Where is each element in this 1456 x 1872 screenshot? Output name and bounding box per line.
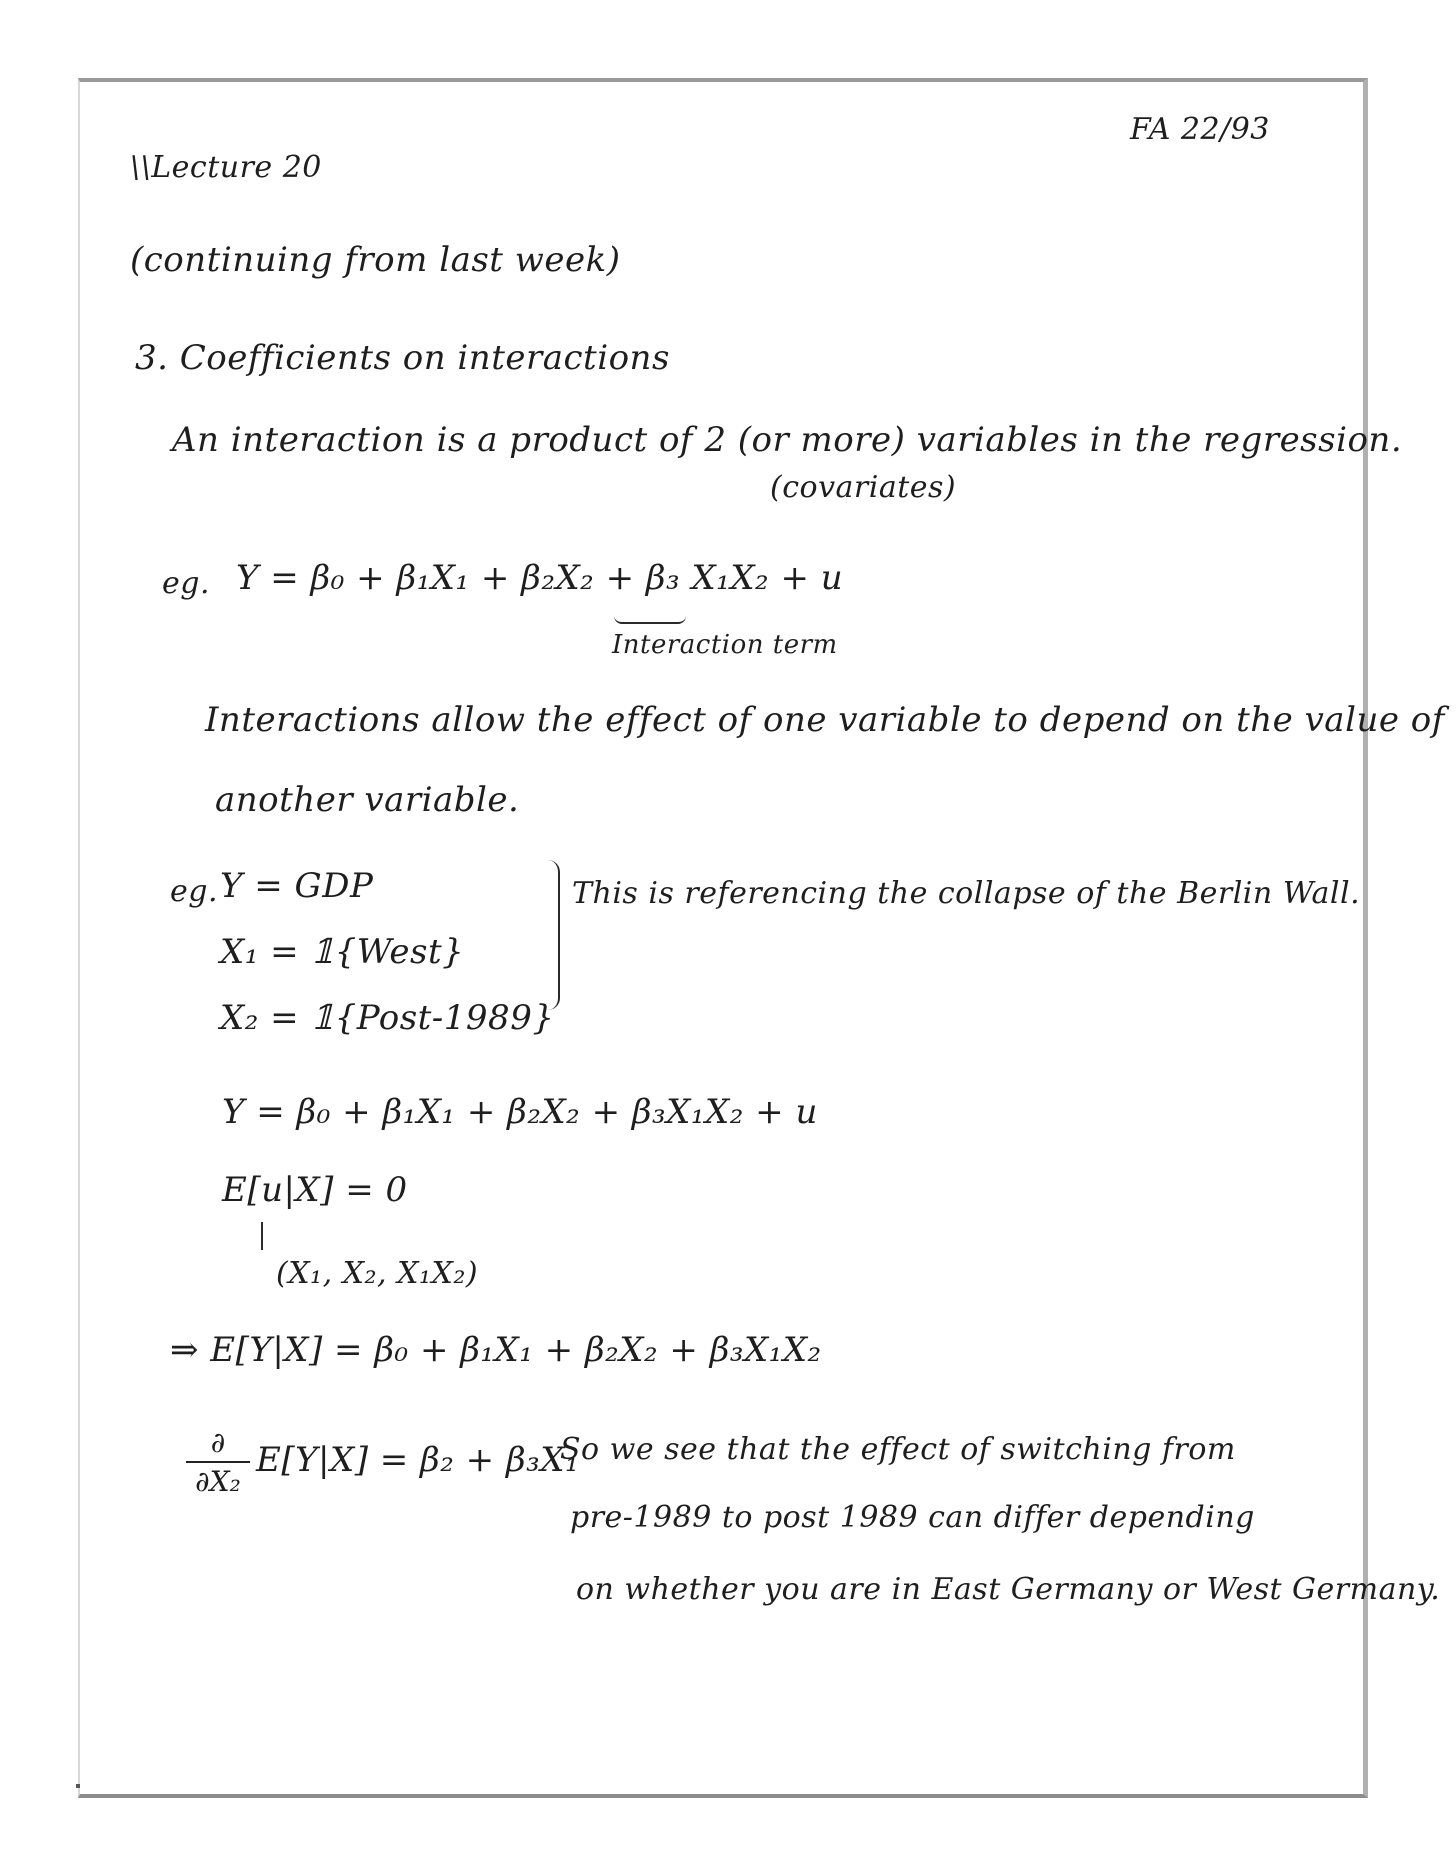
model-equation: Y = β₀ + β₁X₁ + β₂X₂ + β₃X₁X₂ + u: [222, 1092, 818, 1132]
partial-derivative: [186, 1426, 250, 1498]
example2-label: eg.: [170, 874, 218, 909]
interaction-underbrace: [614, 612, 686, 624]
berlin-wall-note: This is referencing the collapse of the Berlin Wall.: [572, 876, 1361, 911]
definition-note: (covariates): [770, 470, 957, 505]
page-reference: FA 22/93: [1130, 112, 1270, 147]
def-x2: X₂ = 𝟙{Post-1989}: [220, 998, 555, 1038]
down-arrow: [261, 1222, 263, 1250]
partial-numerator: ∂: [186, 1426, 250, 1463]
section-heading: 3. Coefficients on interactions: [135, 338, 670, 378]
grouping-brace: [540, 860, 560, 1010]
partial-denominator: ∂X₂: [195, 1465, 241, 1498]
def-y: Y = GDP: [220, 866, 374, 906]
example1-label: eg.: [162, 566, 210, 601]
example1-equation: Y = β₀ + β₁X₁ + β₂X₂ + β₃ X₁X₂ + u: [236, 558, 844, 598]
lecture-heading: \\Lecture 20: [130, 150, 322, 185]
definition-line: An interaction is a product of 2 (or more) variables in the regression.: [172, 420, 1403, 460]
conditional-expectation: ⇒ E[Y|X] = β₀ + β₁X₁ + β₂X₂ + β₃X₁X₂: [170, 1330, 822, 1370]
zero-conditional-mean: E[u|X] = 0: [222, 1170, 408, 1210]
def-x1: X₁ = 𝟙{West}: [220, 932, 465, 972]
scan-mark: [76, 1784, 80, 1788]
conclusion-line3: on whether you are in East Germany or West Germany.: [576, 1572, 1441, 1607]
derivative-result: E[Y|X] = β₂ + β₃X₁: [256, 1440, 580, 1480]
conclusion-line1: So we see that the effect of switching from: [560, 1432, 1236, 1467]
x-vector: (X₁, X₂, X₁X₂): [276, 1256, 479, 1291]
interaction-term-label: Interaction term: [612, 630, 838, 660]
subtitle: (continuing from last week): [130, 240, 621, 280]
conclusion-line2: pre-1989 to post 1989 can differ depending: [570, 1500, 1255, 1535]
explanation-line2: another variable.: [215, 780, 520, 820]
explanation-line1: Interactions allow the effect of one variable to depend on the value of: [205, 700, 1445, 740]
